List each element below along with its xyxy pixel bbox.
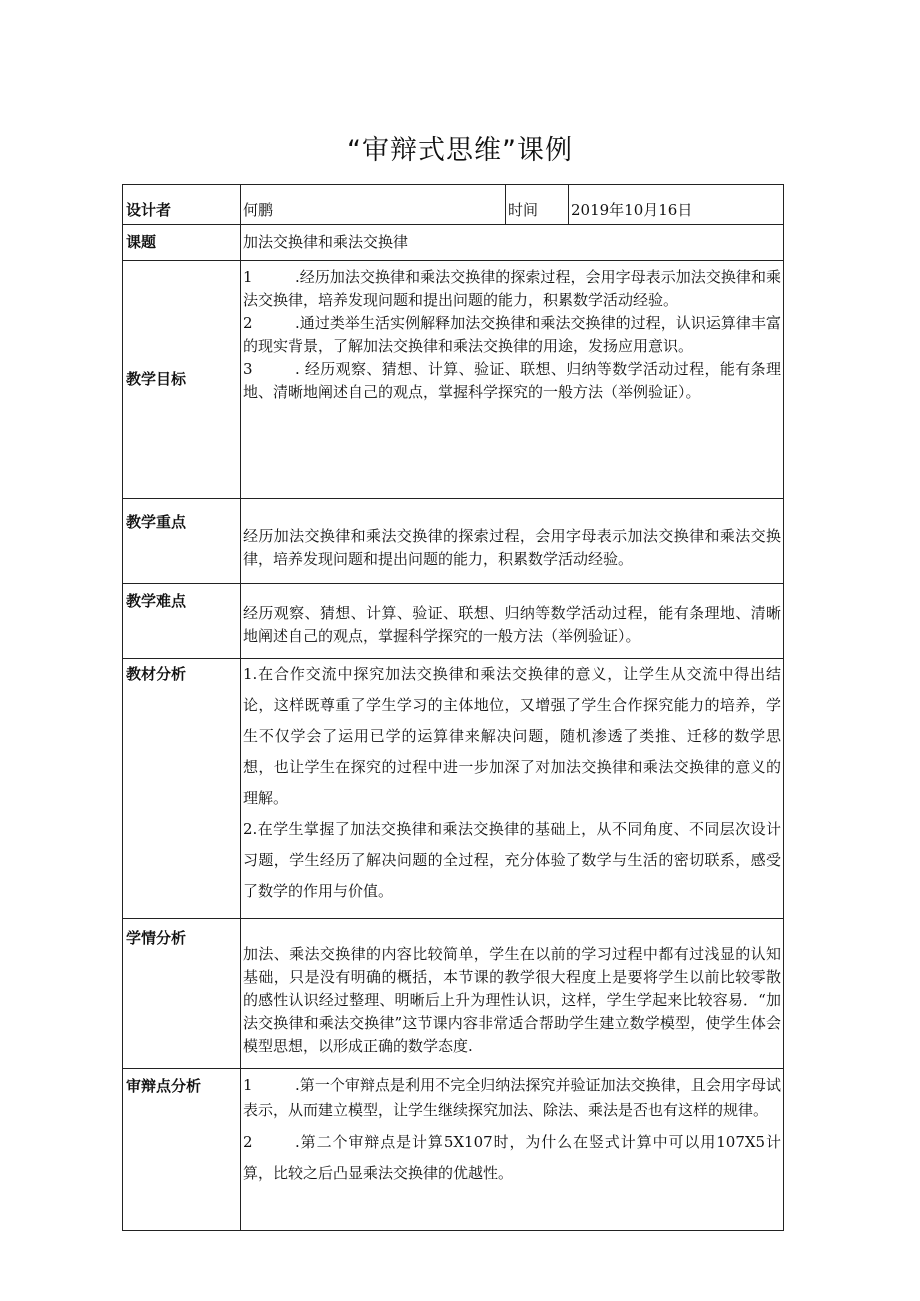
textbook-paragraph: 2.在学生掌握了加法交换律和乘法交换律的基础上，从不同角度、不同层次设计习题，学生经历了解决问题的全过程，充分体验了数学与生活的密切联系，感受了数学的作用与价值。 xyxy=(243,820,781,900)
page-title: “审辩式思维”课例 xyxy=(347,135,573,166)
critical-label: 审辩点分析 xyxy=(123,1069,241,1231)
designer-row xyxy=(123,185,784,225)
difficulties-row xyxy=(123,584,784,659)
critical-cell xyxy=(241,1069,784,1231)
goal-item: 1 .经历加法交换律和乘法交换律的探索过程，会用字母表示加法交换律和乘法交换律，培养发现问题和提出问题的能力，积累数学活动经验。 xyxy=(243,268,781,309)
goal-item: 3 . 经历观察、猜想、计算、验证、联想、归纳等数学活动过程，能有条理地、清晰地阐述自己的观点，掌握科学探究的一般方法（举例验证）。 xyxy=(243,360,781,401)
goals-label: 教学目标 xyxy=(123,261,241,499)
textbook-row xyxy=(123,659,784,919)
key-points-row xyxy=(123,499,784,584)
key-points-label: 教学重点 xyxy=(123,499,241,584)
goals-cell xyxy=(241,261,784,499)
textbook-paragraph: 1.在合作交流中探究加法交换律和乘法交换律的意义，让学生从交流中得出结论，这样既尊重了学生学习的主体地位，又增强了学生合作探究能力的培养，学生不仅学会了运用已学的运算律来解决问题，随机渗透了类推、迁移的数学思想，也让学生在探究的过程中进一步加深了对加法交换律和乘法交换律的意义的理解。 xyxy=(243,665,781,807)
critical-item: 2 .第二个审辩点是计算5X107时，为什么在竖式计算中可以用107X5计算，比较之后凸显乘法交换律的优越性。 xyxy=(243,1133,781,1182)
critical-item: 1 .第一个审辩点是利用不完全归纳法探究并验证加法交换律，且会用字母试表示，从而建立模型，让学生继续探究加法、除法、乘法是否也有这样的规律。 xyxy=(243,1076,781,1119)
topic-label: 课题 xyxy=(123,225,241,261)
difficulties-label: 教学难点 xyxy=(123,584,241,659)
time-value: 2019年10月16日 xyxy=(569,185,784,225)
goals-row xyxy=(123,261,784,499)
learners-label: 学情分析 xyxy=(123,919,241,1069)
difficulties-text: 经历观察、猜想、计算、验证、联想、归纳等数学活动过程，能有条理地、清晰地阐述自己的观点，掌握科学探究的一般方法（举例验证）。 xyxy=(241,584,784,659)
time-label: 时间 xyxy=(506,185,569,225)
designer-value: 何鹏 xyxy=(241,185,506,225)
critical-row xyxy=(123,1069,784,1231)
lesson-table xyxy=(122,184,784,1231)
textbook-cell xyxy=(241,659,784,919)
goal-item: 2 .通过类举生活实例解释加法交换律和乘法交换律的过程，认识运算律丰富的现实背景，了解加法交换律和乘法交换律的用途，发扬应用意识。 xyxy=(243,314,781,355)
topic-row xyxy=(123,225,784,261)
textbook-label: 教材分析 xyxy=(123,659,241,919)
learners-text: 加法、乘法交换律的内容比较简单，学生在以前的学习过程中都有过浅显的认知基础，只是没有明确的概括，本节课的教学很大程度上是要将学生以前比较零散的感性认识经过整理、明晰后上升为理性认识，这样，学生学起来比较容易．“加法交换律和乘法交换律”这节课内容非常适合帮助学生建立数学模型，使学生体会模型思想，以形成正确的数学态度. xyxy=(241,919,784,1069)
designer-label: 设计者 xyxy=(123,185,241,225)
learners-row xyxy=(123,919,784,1069)
topic-value: 加法交换律和乘法交换律 xyxy=(241,225,784,261)
key-points-text: 经历加法交换律和乘法交换律的探索过程，会用字母表示加法交换律和乘法交换律，培养发现问题和提出问题的能力，积累数学活动经验。 xyxy=(241,499,784,584)
